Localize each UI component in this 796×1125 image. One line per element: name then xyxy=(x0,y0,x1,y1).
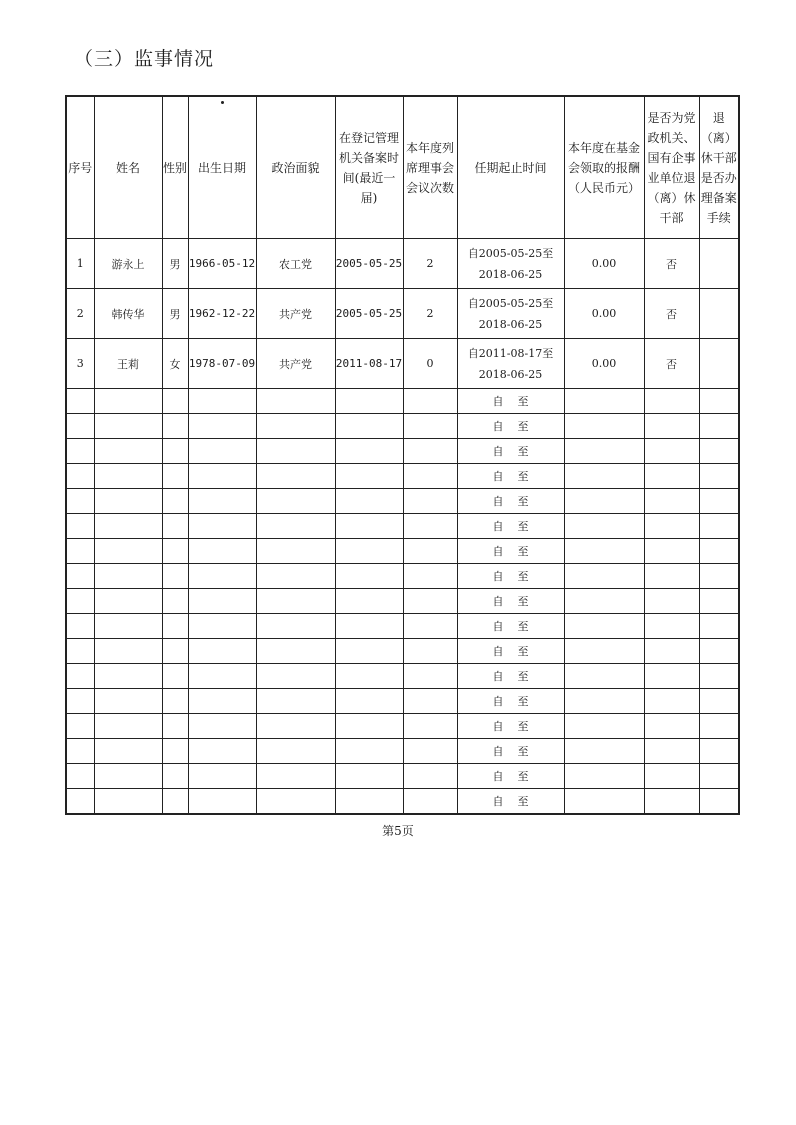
cell-filing-status xyxy=(699,289,739,339)
empty-cell xyxy=(403,439,457,464)
cell-meetings-attended: 0 xyxy=(403,339,457,389)
empty-cell xyxy=(188,439,256,464)
term-from-label: 自 xyxy=(492,645,504,658)
empty-cell xyxy=(699,389,739,414)
header-birth-date: 出生日期 xyxy=(188,96,256,239)
header-remuneration: 本年度在基金会领取的报酬（人民币元） xyxy=(564,96,644,239)
empty-cell xyxy=(335,564,403,589)
term-from-label: 自 xyxy=(492,745,504,758)
empty-cell xyxy=(564,589,644,614)
empty-table-row xyxy=(66,489,739,514)
table-row xyxy=(66,239,739,289)
empty-cell xyxy=(256,789,335,815)
empty-cell xyxy=(699,439,739,464)
empty-cell xyxy=(403,764,457,789)
empty-cell xyxy=(564,414,644,439)
term-from-label: 自 xyxy=(492,620,504,633)
empty-cell xyxy=(162,389,188,414)
term-to-label: 至 xyxy=(517,745,529,758)
empty-cell xyxy=(699,414,739,439)
term-from-label: 自 xyxy=(492,420,504,433)
cell-remuneration: 0.00 xyxy=(564,339,644,389)
term-to-label: 至 xyxy=(517,795,529,808)
empty-cell xyxy=(699,664,739,689)
empty-cell xyxy=(94,589,162,614)
empty-cell xyxy=(644,539,699,564)
empty-cell xyxy=(699,789,739,815)
empty-cell xyxy=(403,689,457,714)
empty-cell xyxy=(403,414,457,439)
empty-cell xyxy=(94,564,162,589)
empty-table-row xyxy=(66,439,739,464)
empty-cell xyxy=(403,789,457,815)
page-number: 第5页 xyxy=(382,824,414,838)
cell-political-status: 农工党 xyxy=(256,239,335,289)
empty-cell xyxy=(94,639,162,664)
term-from-label: 自 xyxy=(492,695,504,708)
term-to-label: 至 xyxy=(517,545,529,558)
empty-cell xyxy=(335,389,403,414)
empty-cell xyxy=(256,639,335,664)
empty-cell xyxy=(335,439,403,464)
empty-cell xyxy=(564,539,644,564)
empty-cell xyxy=(644,514,699,539)
empty-cell xyxy=(564,639,644,664)
empty-cell xyxy=(66,539,94,564)
cell-gender: 男 xyxy=(162,239,188,289)
cell-term xyxy=(457,689,564,714)
term-from-label: 自 xyxy=(492,395,504,408)
cell-filing-status xyxy=(699,339,739,389)
empty-cell xyxy=(699,539,739,564)
empty-table-row xyxy=(66,714,739,739)
empty-cell xyxy=(162,789,188,815)
empty-cell xyxy=(256,539,335,564)
empty-cell xyxy=(644,689,699,714)
empty-cell xyxy=(188,664,256,689)
header-row xyxy=(66,96,739,239)
empty-cell xyxy=(699,564,739,589)
empty-cell xyxy=(644,714,699,739)
empty-cell xyxy=(256,389,335,414)
cell-retired-cadre: 否 xyxy=(644,239,699,289)
term-to-label: 至 xyxy=(517,645,529,658)
empty-cell xyxy=(256,614,335,639)
empty-cell xyxy=(335,714,403,739)
term-to-label: 至 xyxy=(517,570,529,583)
empty-cell xyxy=(162,764,188,789)
empty-cell xyxy=(564,439,644,464)
header-registration-time: 在登记管理机关备案时间(最近一届) xyxy=(335,96,403,239)
empty-cell xyxy=(403,739,457,764)
header-term: 任期起止时间 xyxy=(457,96,564,239)
table-row xyxy=(66,339,739,389)
cell-name: 游永上 xyxy=(94,239,162,289)
empty-cell xyxy=(162,514,188,539)
cell-term xyxy=(457,439,564,464)
empty-cell xyxy=(699,514,739,539)
term-from-label: 自 xyxy=(492,445,504,458)
empty-cell xyxy=(699,739,739,764)
empty-cell xyxy=(644,764,699,789)
empty-cell xyxy=(162,739,188,764)
empty-cell xyxy=(644,789,699,815)
cell-term xyxy=(457,489,564,514)
empty-table-row xyxy=(66,764,739,789)
empty-cell xyxy=(188,589,256,614)
empty-cell xyxy=(162,539,188,564)
empty-cell xyxy=(66,439,94,464)
empty-table-row xyxy=(66,514,739,539)
cell-term xyxy=(457,789,564,815)
term-from-label: 自 xyxy=(492,670,504,683)
term-from-label: 自 xyxy=(492,570,504,583)
empty-cell xyxy=(564,764,644,789)
cell-term xyxy=(457,639,564,664)
term-to-label: 至 xyxy=(517,620,529,633)
empty-cell xyxy=(66,514,94,539)
term-start: 自2005-05-25至 xyxy=(467,246,554,260)
empty-cell xyxy=(699,714,739,739)
term-to-label: 至 xyxy=(517,445,529,458)
empty-cell xyxy=(335,489,403,514)
header-filing-status: 退（离）休干部是否办理备案手续 xyxy=(699,96,739,239)
header-political-status: 政治面貌 xyxy=(256,96,335,239)
empty-cell xyxy=(94,389,162,414)
cell-meetings-attended: 2 xyxy=(403,239,457,289)
term-from-label: 自 xyxy=(492,720,504,733)
empty-cell xyxy=(66,414,94,439)
empty-cell xyxy=(162,614,188,639)
cell-gender: 女 xyxy=(162,339,188,389)
empty-table-row xyxy=(66,564,739,589)
empty-cell xyxy=(188,464,256,489)
empty-cell xyxy=(403,564,457,589)
empty-cell xyxy=(94,689,162,714)
empty-cell xyxy=(188,689,256,714)
empty-cell xyxy=(162,564,188,589)
empty-cell xyxy=(644,664,699,689)
empty-cell xyxy=(66,564,94,589)
empty-cell xyxy=(564,514,644,539)
empty-cell xyxy=(699,764,739,789)
cell-term xyxy=(457,239,564,289)
empty-cell xyxy=(66,639,94,664)
term-to-label: 至 xyxy=(517,520,529,533)
empty-cell xyxy=(403,714,457,739)
empty-cell xyxy=(403,639,457,664)
cell-birth-date: 1962-12-22 xyxy=(188,289,256,339)
empty-cell xyxy=(66,464,94,489)
empty-cell xyxy=(94,614,162,639)
empty-cell xyxy=(94,439,162,464)
empty-cell xyxy=(644,414,699,439)
empty-cell xyxy=(644,464,699,489)
empty-cell xyxy=(188,539,256,564)
empty-cell xyxy=(94,764,162,789)
cell-term xyxy=(457,664,564,689)
cell-term xyxy=(457,564,564,589)
empty-table-row xyxy=(66,389,739,414)
term-to-label: 至 xyxy=(517,420,529,433)
cell-registration-time: 2005-05-25 xyxy=(335,239,403,289)
cell-remuneration: 0.00 xyxy=(564,239,644,289)
empty-cell xyxy=(403,514,457,539)
cell-remuneration: 0.00 xyxy=(564,289,644,339)
term-end: 2018-06-25 xyxy=(478,367,543,381)
empty-cell xyxy=(66,739,94,764)
cell-political-status: 共产党 xyxy=(256,289,335,339)
cell-registration-time: 2011-08-17 xyxy=(335,339,403,389)
cell-term xyxy=(457,389,564,414)
empty-cell xyxy=(188,614,256,639)
empty-cell xyxy=(94,414,162,439)
empty-cell xyxy=(162,639,188,664)
cell-birth-date: 1966-05-12 xyxy=(188,239,256,289)
header-no: 序号 xyxy=(66,96,94,239)
empty-cell xyxy=(564,389,644,414)
empty-cell xyxy=(256,464,335,489)
empty-cell xyxy=(335,639,403,664)
empty-cell xyxy=(335,789,403,815)
empty-cell xyxy=(66,664,94,689)
empty-cell xyxy=(256,689,335,714)
term-to-label: 至 xyxy=(517,470,529,483)
empty-cell xyxy=(66,489,94,514)
cell-no: 2 xyxy=(66,289,94,339)
term-end: 2018-06-25 xyxy=(478,267,543,281)
empty-cell xyxy=(162,714,188,739)
term-to-label: 至 xyxy=(517,670,529,683)
cell-term xyxy=(457,514,564,539)
empty-cell xyxy=(564,614,644,639)
empty-cell xyxy=(94,464,162,489)
empty-cell xyxy=(644,739,699,764)
empty-cell xyxy=(699,689,739,714)
term-from-label: 自 xyxy=(492,770,504,783)
empty-cell xyxy=(66,589,94,614)
empty-cell xyxy=(699,464,739,489)
empty-cell xyxy=(162,589,188,614)
term-from-label: 自 xyxy=(492,470,504,483)
empty-cell xyxy=(188,739,256,764)
empty-cell xyxy=(335,514,403,539)
empty-cell xyxy=(256,489,335,514)
empty-cell xyxy=(162,414,188,439)
empty-table-row xyxy=(66,614,739,639)
empty-cell xyxy=(644,439,699,464)
empty-cell xyxy=(335,589,403,614)
empty-cell xyxy=(66,764,94,789)
term-from-label: 自 xyxy=(492,520,504,533)
empty-cell xyxy=(256,564,335,589)
empty-cell xyxy=(66,389,94,414)
cell-birth-date: 1978-07-09 xyxy=(188,339,256,389)
empty-cell xyxy=(188,639,256,664)
term-from-label: 自 xyxy=(492,495,504,508)
empty-cell xyxy=(162,489,188,514)
cell-term xyxy=(457,464,564,489)
empty-cell xyxy=(564,664,644,689)
empty-table-row xyxy=(66,789,739,815)
term-to-label: 至 xyxy=(517,595,529,608)
cell-political-status: 共产党 xyxy=(256,339,335,389)
empty-cell xyxy=(335,539,403,564)
empty-cell xyxy=(188,564,256,589)
cell-term xyxy=(457,714,564,739)
cell-retired-cadre: 否 xyxy=(644,339,699,389)
term-to-label: 至 xyxy=(517,695,529,708)
cell-term xyxy=(457,589,564,614)
cell-name: 王莉 xyxy=(94,339,162,389)
empty-cell xyxy=(644,389,699,414)
empty-cell xyxy=(94,514,162,539)
empty-cell xyxy=(188,489,256,514)
empty-cell xyxy=(256,414,335,439)
empty-cell xyxy=(403,614,457,639)
empty-cell xyxy=(335,614,403,639)
empty-cell xyxy=(564,689,644,714)
empty-cell xyxy=(94,539,162,564)
empty-cell xyxy=(188,514,256,539)
empty-cell xyxy=(66,789,94,815)
empty-cell xyxy=(256,664,335,689)
empty-cell xyxy=(94,489,162,514)
empty-cell xyxy=(335,739,403,764)
cell-term xyxy=(457,289,564,339)
term-to-label: 至 xyxy=(517,770,529,783)
cell-term xyxy=(457,414,564,439)
cell-no: 1 xyxy=(66,239,94,289)
empty-cell xyxy=(644,589,699,614)
empty-table-row xyxy=(66,664,739,689)
empty-cell xyxy=(162,664,188,689)
supervisors-table xyxy=(65,95,740,815)
empty-cell xyxy=(564,464,644,489)
term-to-label: 至 xyxy=(517,495,529,508)
empty-cell xyxy=(644,639,699,664)
empty-cell xyxy=(564,739,644,764)
empty-cell xyxy=(94,789,162,815)
empty-cell xyxy=(188,789,256,815)
term-to-label: 至 xyxy=(517,720,529,733)
empty-cell xyxy=(66,714,94,739)
term-to-label: 至 xyxy=(517,395,529,408)
empty-cell xyxy=(188,764,256,789)
cell-term xyxy=(457,339,564,389)
empty-cell xyxy=(256,589,335,614)
empty-cell xyxy=(564,789,644,815)
cell-term xyxy=(457,614,564,639)
empty-table-row xyxy=(66,689,739,714)
empty-cell xyxy=(66,614,94,639)
empty-cell xyxy=(403,589,457,614)
cell-term xyxy=(457,539,564,564)
empty-cell xyxy=(188,389,256,414)
empty-table-row xyxy=(66,589,739,614)
empty-table-row xyxy=(66,739,739,764)
cell-name: 韩传华 xyxy=(94,289,162,339)
cell-no: 3 xyxy=(66,339,94,389)
header-name: 姓名 xyxy=(94,96,162,239)
empty-cell xyxy=(94,739,162,764)
empty-table-row xyxy=(66,414,739,439)
term-from-label: 自 xyxy=(492,595,504,608)
empty-cell xyxy=(335,764,403,789)
term-start: 自2005-05-25至 xyxy=(467,296,554,310)
empty-cell xyxy=(256,514,335,539)
empty-cell xyxy=(256,764,335,789)
term-start: 自2011-08-17至 xyxy=(467,346,554,360)
empty-cell xyxy=(699,639,739,664)
empty-cell xyxy=(256,714,335,739)
empty-cell xyxy=(644,489,699,514)
empty-cell xyxy=(644,564,699,589)
empty-cell xyxy=(699,589,739,614)
empty-cell xyxy=(699,614,739,639)
empty-cell xyxy=(564,714,644,739)
empty-cell xyxy=(403,664,457,689)
header-gender: 性别 xyxy=(162,96,188,239)
empty-cell xyxy=(335,464,403,489)
cell-registration-time: 2005-05-25 xyxy=(335,289,403,339)
empty-cell xyxy=(335,414,403,439)
term-end: 2018-06-25 xyxy=(478,317,543,331)
empty-cell xyxy=(403,489,457,514)
cell-term xyxy=(457,764,564,789)
cell-retired-cadre: 否 xyxy=(644,289,699,339)
empty-table-row xyxy=(66,464,739,489)
empty-cell xyxy=(94,664,162,689)
empty-cell xyxy=(188,414,256,439)
empty-cell xyxy=(162,689,188,714)
empty-cell xyxy=(699,489,739,514)
empty-cell xyxy=(162,464,188,489)
empty-cell xyxy=(94,714,162,739)
empty-cell xyxy=(256,739,335,764)
empty-cell xyxy=(403,464,457,489)
empty-cell xyxy=(644,614,699,639)
empty-cell xyxy=(403,389,457,414)
header-meetings-attended: 本年度列席理事会会议次数 xyxy=(403,96,457,239)
empty-table-row xyxy=(66,639,739,664)
empty-cell xyxy=(564,564,644,589)
empty-table-row xyxy=(66,539,739,564)
cell-gender: 男 xyxy=(162,289,188,339)
term-from-label: 自 xyxy=(492,545,504,558)
empty-cell xyxy=(256,439,335,464)
header-retired-cadre: 是否为党政机关、国有企事业单位退（离）休干部 xyxy=(644,96,699,239)
empty-cell xyxy=(188,714,256,739)
cell-meetings-attended: 2 xyxy=(403,289,457,339)
section-title: （三）监事情况 xyxy=(74,48,215,70)
empty-cell xyxy=(335,664,403,689)
empty-cell xyxy=(335,689,403,714)
term-from-label: 自 xyxy=(492,795,504,808)
empty-cell xyxy=(564,489,644,514)
empty-cell xyxy=(66,689,94,714)
empty-cell xyxy=(403,539,457,564)
empty-cell xyxy=(162,439,188,464)
table-row xyxy=(66,289,739,339)
cell-term xyxy=(457,739,564,764)
cell-filing-status xyxy=(699,239,739,289)
